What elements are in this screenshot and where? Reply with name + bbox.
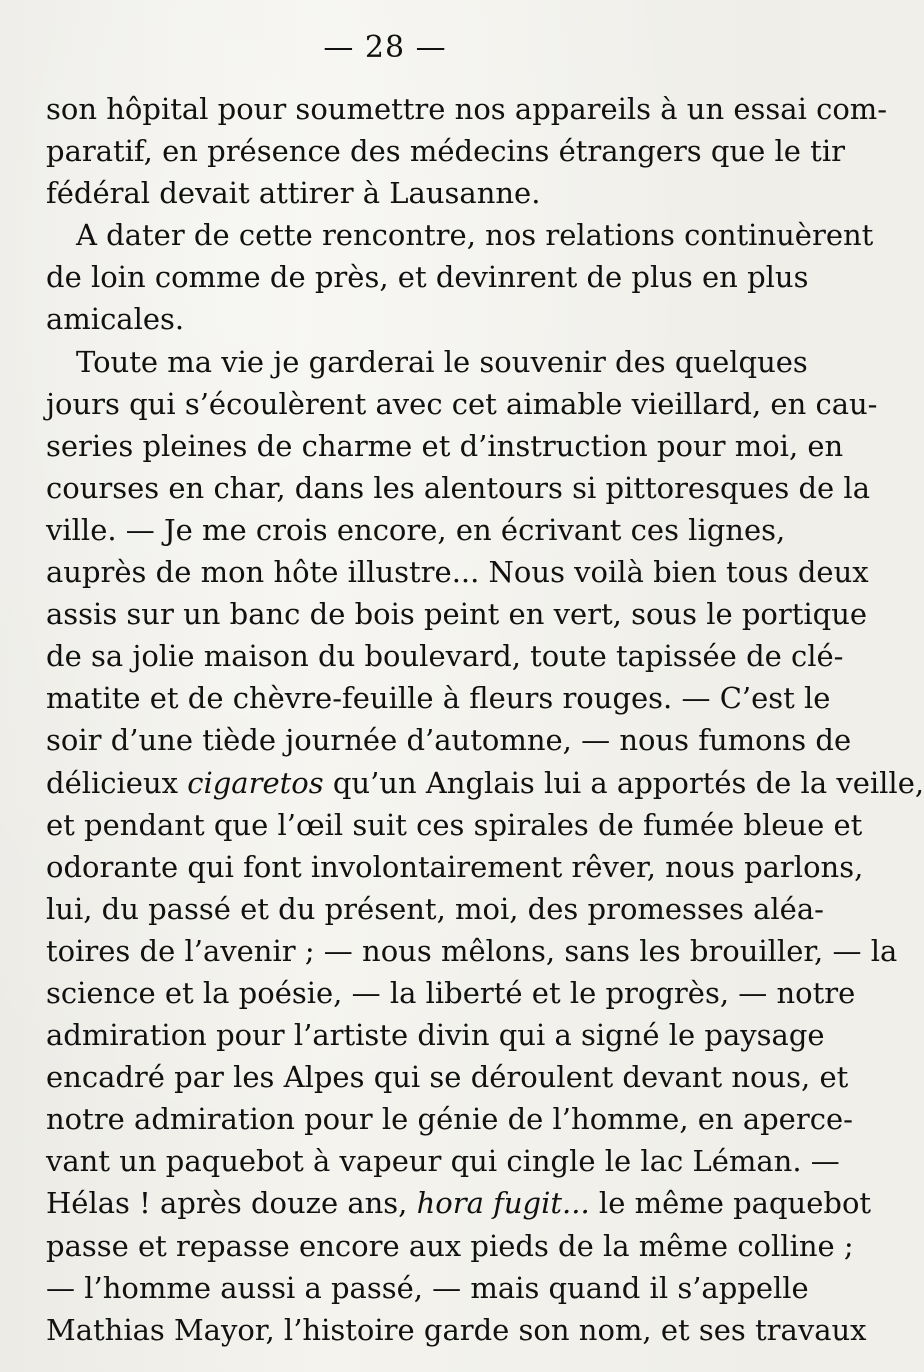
text-line: courses en char, dans les alentours si pittoresques de la	[46, 470, 870, 505]
text-line	[46, 762, 924, 804]
body-text	[46, 88, 924, 1351]
text-line: admiration pour l’artiste divin qui a signé le paysage	[46, 1018, 825, 1053]
text-line: toires de l’avenir ; — nous mêlons, sans les brouiller, — la	[46, 933, 898, 968]
text-line: auprès de mon hôte illustre... Nous voilà bien tous deux	[46, 555, 869, 590]
text-line	[46, 1182, 872, 1224]
text-line: fédéral devait attirer à Lausanne.	[46, 176, 541, 211]
text-segment: qu’un Anglais lui a apportés de la veille,	[323, 765, 924, 800]
text-line: science et la poésie, — la liberté et le progrès, — notre	[46, 975, 856, 1010]
text-line: de loin comme de près, et devinrent de plus en plus	[46, 260, 809, 295]
text-line: Toute ma vie je garderai le souvenir des quelques	[76, 344, 808, 379]
text-line: soir d’une tiède journée d’automne, — nous fumons de	[46, 723, 852, 758]
text-line: et pendant que l’œil suit ces spirales de fumée bleue et	[46, 807, 863, 842]
text-segment: le même paquebot	[589, 1186, 872, 1221]
italic-text: hora fugit...	[416, 1186, 590, 1221]
text-line: encadré par les Alpes qui se déroulent devant nous, et	[46, 1060, 849, 1095]
text-line: Mathias Mayor, l’histoire garde son nom, et ses travaux	[46, 1312, 867, 1347]
text-line: ville. — Je me crois encore, en écrivant ces lignes,	[46, 512, 786, 547]
text-segment: délicieux	[46, 765, 188, 800]
text-line: amicales.	[46, 302, 185, 337]
text-line: A dater de cette rencontre, nos relations continuèrent	[76, 218, 874, 253]
text-line: paratif, en présence des médecins étrangers que le tir	[46, 134, 845, 169]
text-line: son hôpital pour soumettre nos appareils à un essai com-	[46, 92, 888, 126]
text-line: de sa jolie maison du boulevard, toute tapissée de clé-	[46, 639, 844, 674]
text-segment: Hélas ! après douze ans,	[46, 1186, 417, 1221]
text-line: series pleines de charme et d’instruction pour moi, en	[46, 428, 844, 463]
text-line: odorante qui font involontairement rêver, nous parlons,	[46, 849, 864, 884]
text-line: — l’homme aussi a passé, — mais quand il s’appelle	[46, 1270, 809, 1305]
page-number-header: — 28 —	[323, 30, 447, 65]
text-line: assis sur un banc de bois peint en vert, sous le portique	[46, 597, 868, 632]
text-line: passe et repasse encore aux pieds de la même colline ;	[46, 1228, 854, 1263]
italic-text: cigaretos	[187, 765, 324, 800]
text-line: vant un paquebot à vapeur qui cingle le lac Léman. —	[46, 1144, 840, 1179]
text-line: notre admiration pour le génie de l’homme, en aperce-	[46, 1102, 853, 1137]
text-line: matite et de chèvre-feuille à fleurs rouges. — C’est le	[46, 681, 831, 716]
text-line: lui, du passé et du présent, moi, des promesses aléa-	[46, 891, 824, 926]
text-line: jours qui s’écoulèrent avec cet aimable vieillard, en cau-	[46, 386, 878, 421]
